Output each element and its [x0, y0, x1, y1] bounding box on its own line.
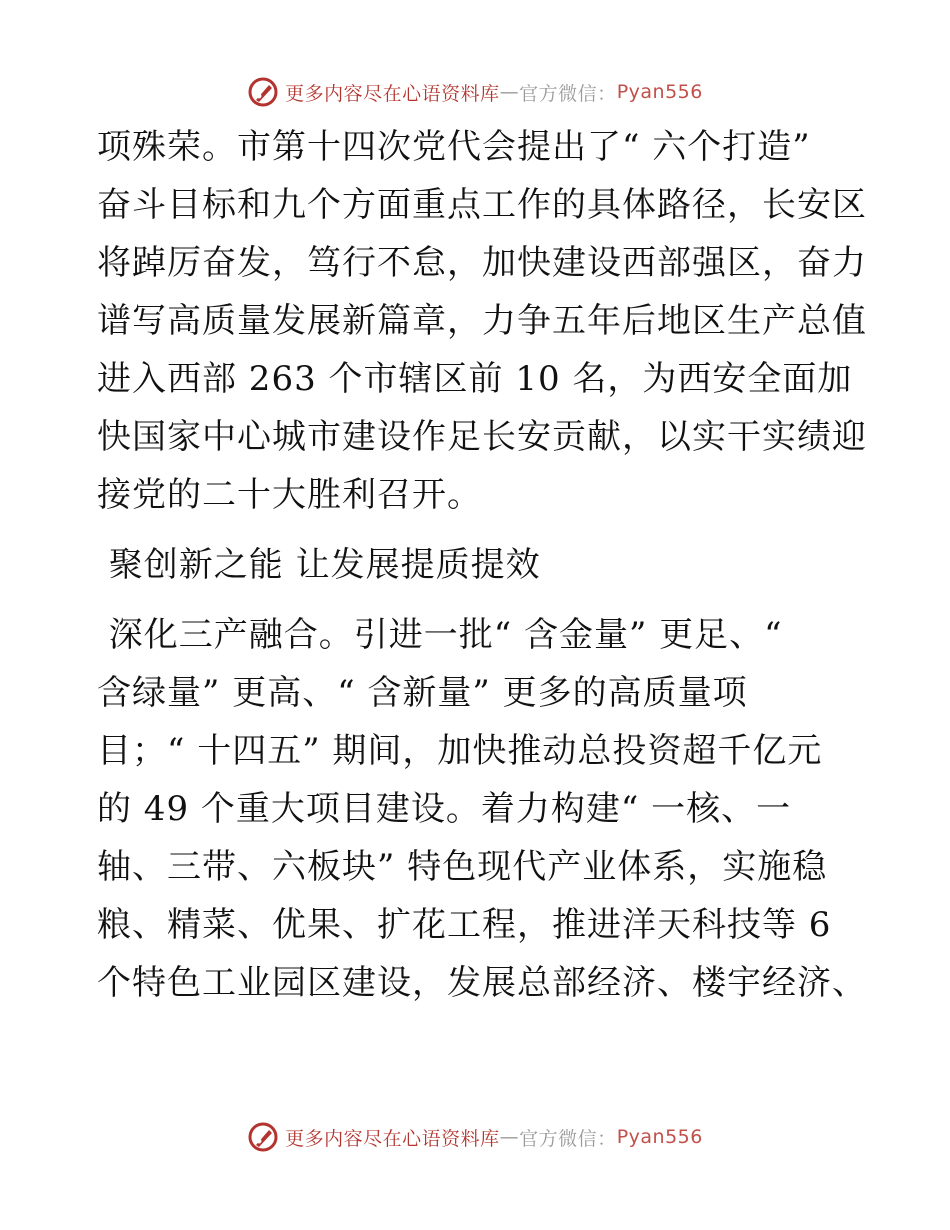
text-line: 目；“ 十四五” 期间，加快推动总投资超千亿元 [97, 731, 823, 771]
document-body [97, 118, 867, 1012]
text-line: 粮、精菜、优果、扩花工程，推进洋天科技等 6 [97, 905, 832, 945]
heading-line: 聚创新之能 让发展提质提效 [97, 545, 541, 585]
pen-circle-logo-icon [247, 76, 279, 108]
footer-dash: — [499, 1126, 520, 1148]
text-line: 谱写高质量发展新篇章，力争五年后地区生产总值 [97, 301, 867, 341]
text-line: 的 49 个重大项目建设。着力构建“ 一核、一 [97, 789, 792, 829]
text-line: 轴、三带、六板块” 特色现代产业体系，实施稳 [97, 847, 828, 887]
header-dash: — [499, 81, 520, 103]
text-line: 深化三产融合。引进一批“ 含金量” 更足、“ [97, 615, 783, 655]
header-brand-text: 更多内容尽在心语资料库 [285, 82, 500, 105]
text-line: 奋斗目标和九个方面重点工作的具体路径，长安区 [97, 185, 867, 225]
header-account: Pyan556 [616, 81, 703, 103]
text-line: 快国家中心城市建设作足长安贡献，以实干实绩迎 [97, 417, 867, 457]
footer-banner [0, 1117, 950, 1157]
text-line: 含绿量” 更高、“ 含新量” 更多的高质量项 [97, 673, 748, 713]
text-line: 进入西部 263 个市辖区前 10 名，为西安全面加 [97, 359, 853, 399]
header-wechat-label: 官方微信： [519, 82, 617, 105]
paragraph-2 [97, 606, 867, 1012]
text-line: 将踔厉奋发，笃行不怠，加快建设西部强区，奋力 [97, 243, 867, 283]
footer-wechat-label: 官方微信： [519, 1127, 617, 1150]
header-banner [0, 72, 950, 112]
pen-circle-logo-icon [247, 1121, 279, 1153]
paragraph-1 [97, 118, 867, 524]
text-line: 个特色工业园区建设，发展总部经济、楼宇经济、 [97, 963, 867, 1003]
section-heading [97, 536, 867, 594]
text-line: 项殊荣。市第十四次党代会提出了“ 六个打造” [97, 127, 811, 167]
footer-account: Pyan556 [616, 1126, 703, 1148]
text-line: 接党的二十大胜利召开。 [97, 475, 482, 515]
footer-brand-text: 更多内容尽在心语资料库 [285, 1127, 500, 1150]
